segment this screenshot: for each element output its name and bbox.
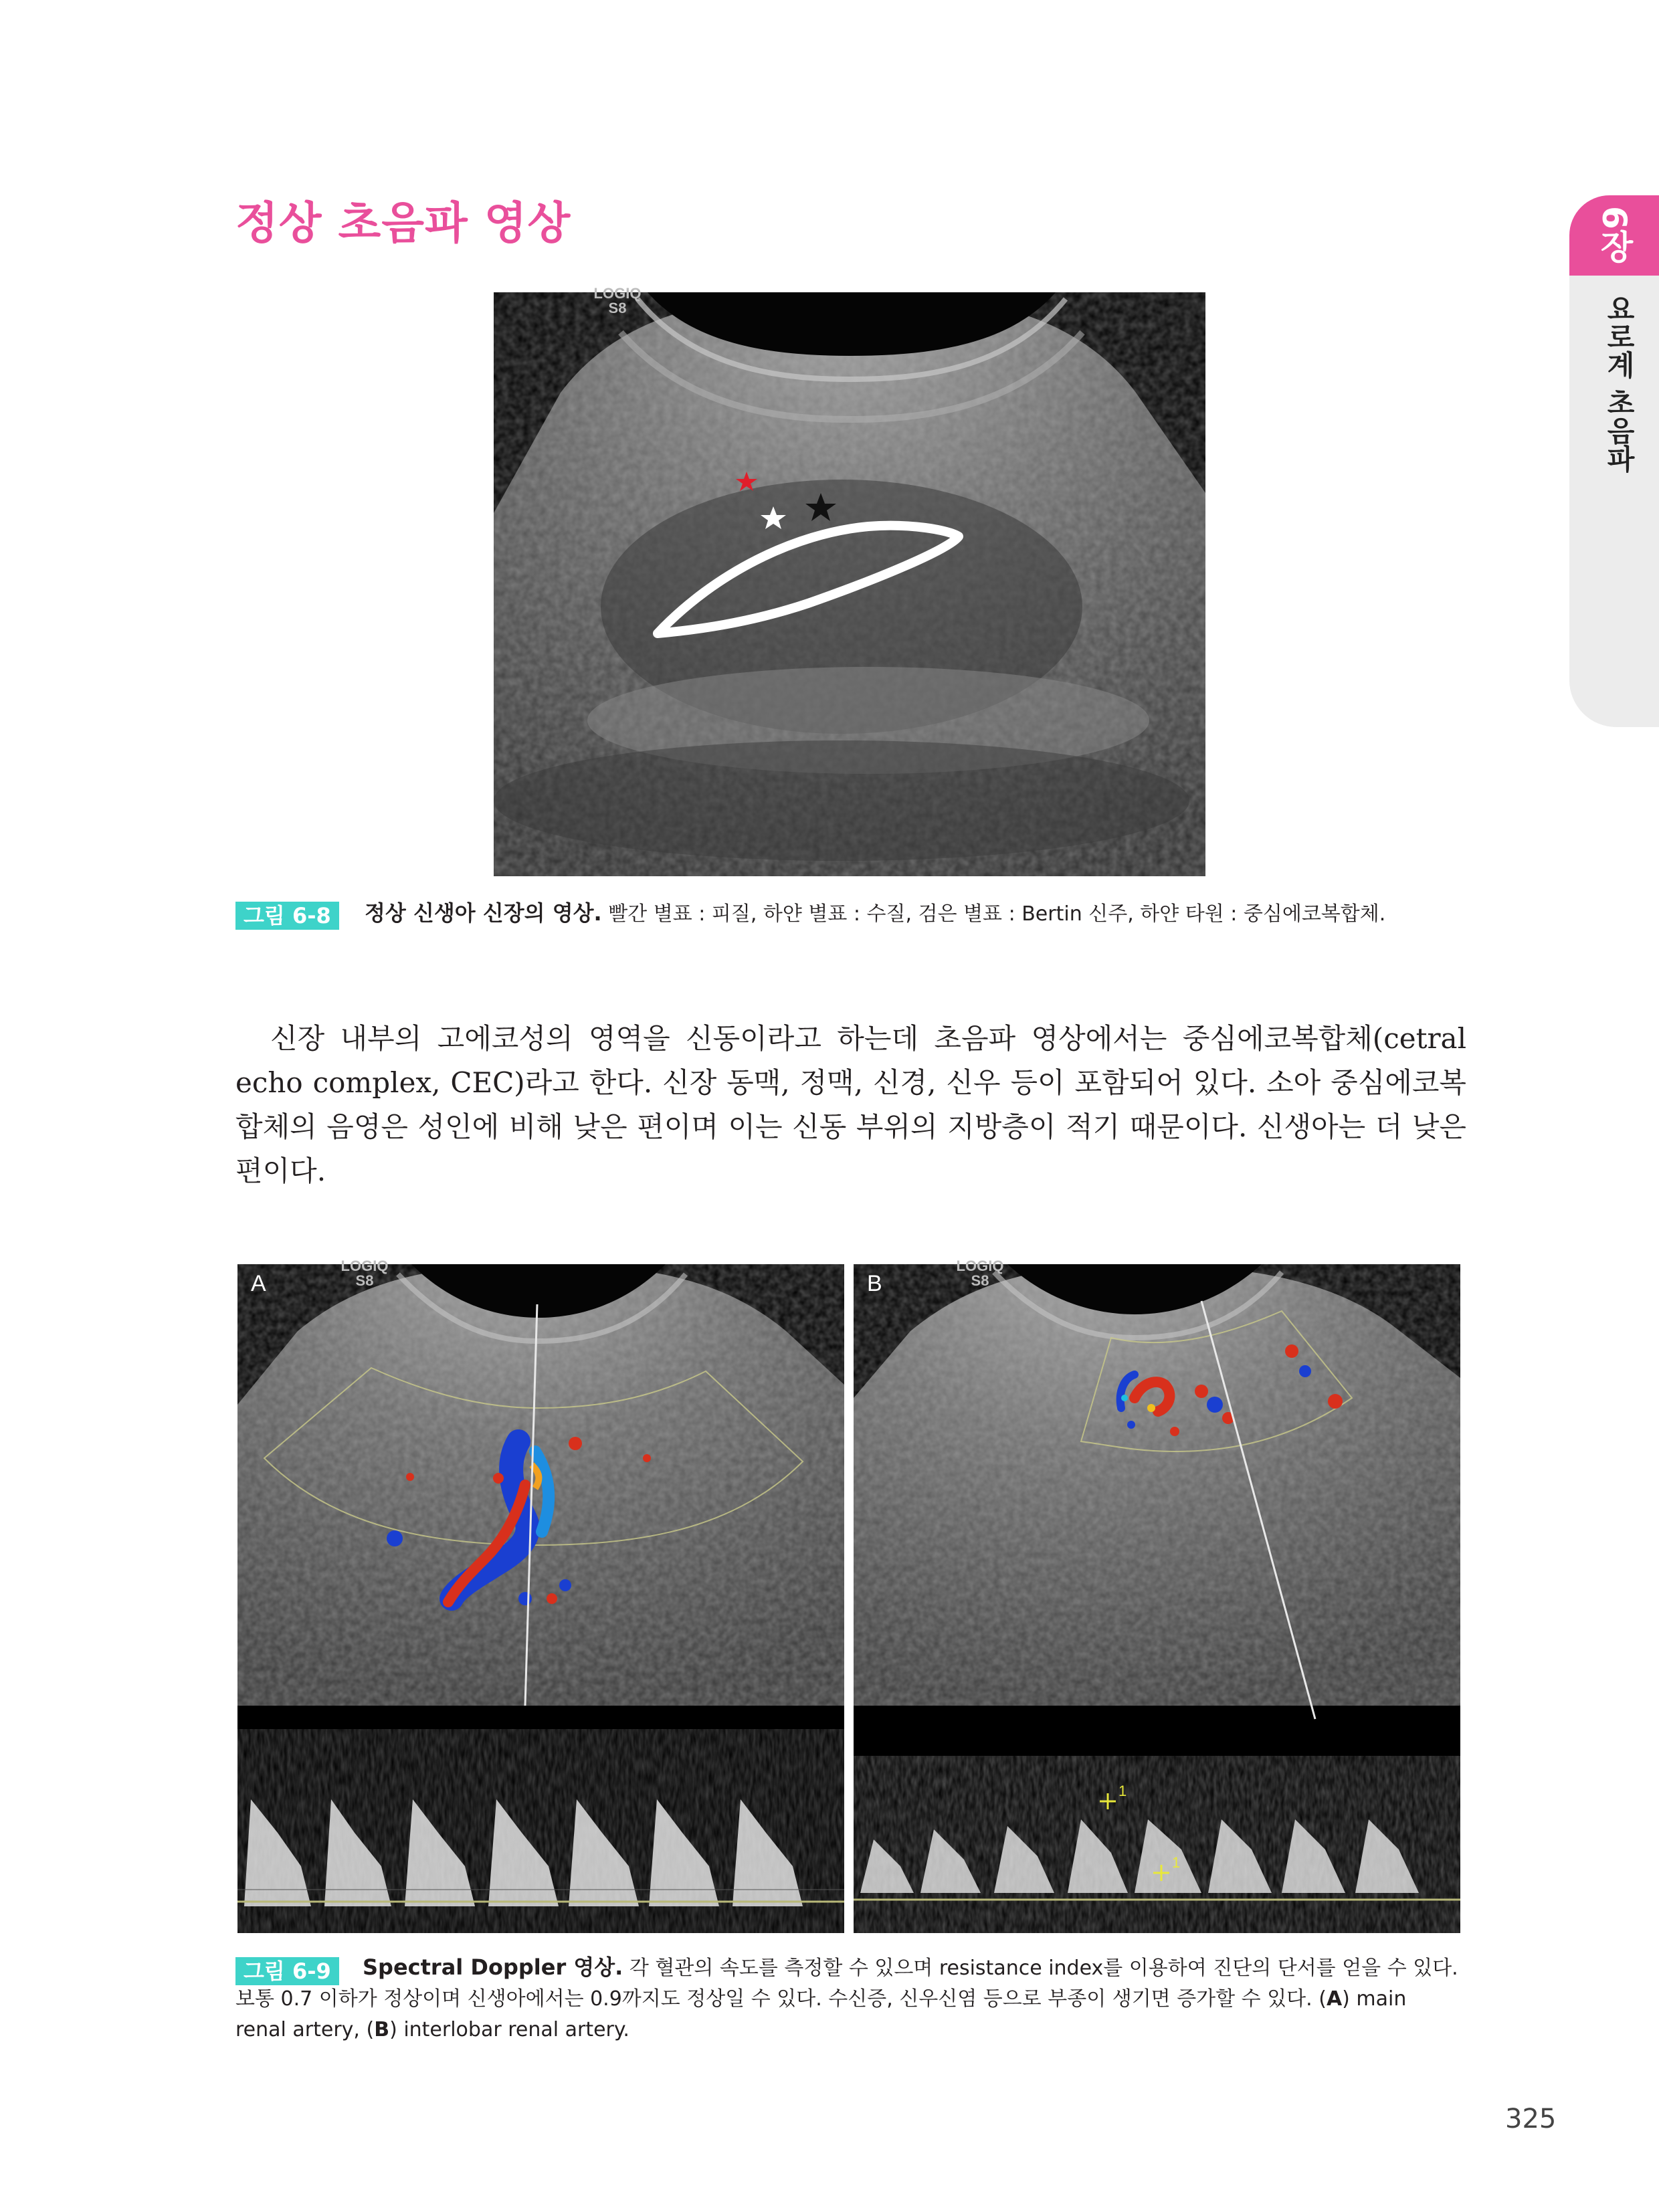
figure-6-9-caption — [235, 1952, 1460, 2045]
figure-6-8-title: 정상 신생아 신장의 영상. — [365, 900, 602, 926]
figure-6-9-ref-b: B — [374, 2018, 390, 2041]
section-title: 정상 초음파 영상 — [235, 197, 571, 249]
body-paragraph: 신장 내부의 고에코성의 영역을 신동이라고 하는데 초음파 영상에서는 중심에코복합체(cetral echo complex, CEC)라고 한다. 신장 동맥, 정맥, 신경, 신우 등이 포함되어 있다. 소아 중심에코복합체의 음영은 성인에 비해 낮은 편이며 이는 신동 부위의 지방층이 적기 때문이다. 신생아는 더 낮은 편이다. — [235, 1022, 1466, 1187]
figure-6-9-panel-b — [854, 1264, 1460, 1933]
figure-6-8-caption — [365, 898, 1435, 930]
panel-a-logo: LOGIQ S8 — [340, 1258, 389, 1289]
figure-6-8-image — [494, 292, 1205, 876]
figure-6-8-label: 그림 6-8 — [235, 902, 339, 930]
figure-6-9-ref-a: A — [1326, 1987, 1343, 2011]
figure-6-9-panel-a — [237, 1264, 844, 1933]
figure-6-8-logo: LOGIQ S8 — [593, 285, 642, 316]
caliper-label-1: 1 — [1118, 1783, 1127, 1799]
figure-6-9-description-3: ) interlobar renal artery. — [389, 2018, 629, 2041]
page-number: 325 — [1505, 2104, 1557, 2134]
figure-6-9-description-2: ) main renal artery, ( — [235, 1987, 1407, 2041]
figure-6-9-description-1: 각 혈관의 속도를 측정할 수 있으며 resistance index를 이용하여 진단의 단서를 얻을 수 있다. 보통 0.7 이하가 정상이며 신생아에서는 0.9까지도 정상일 수 있다. 수신증, 신우신염 등으로 부종이 생기면 증가할 수 있다. ( — [235, 1956, 1458, 2011]
panel-b-logo: LOGIQ S8 — [956, 1258, 1004, 1289]
panel-b-letter: B — [867, 1271, 882, 1296]
caliper-label-2: 1 — [1172, 1854, 1181, 1871]
figure-6-9-label: 그림 6-9 — [235, 1957, 339, 1985]
chapter-number: 6장 — [1595, 205, 1634, 263]
chapter-name: 요로계 초음파 — [1603, 294, 1636, 473]
panel-a-letter: A — [251, 1271, 266, 1296]
figure-6-9-title: Spectral Doppler 영상. — [363, 1954, 623, 1980]
figure-6-8-description: 빨간 별표 : 피질, 하얀 별표 : 수질, 검은 별표 : Bertin 신주, 하얀 타원 : 중심에코복합체. — [608, 902, 1386, 926]
